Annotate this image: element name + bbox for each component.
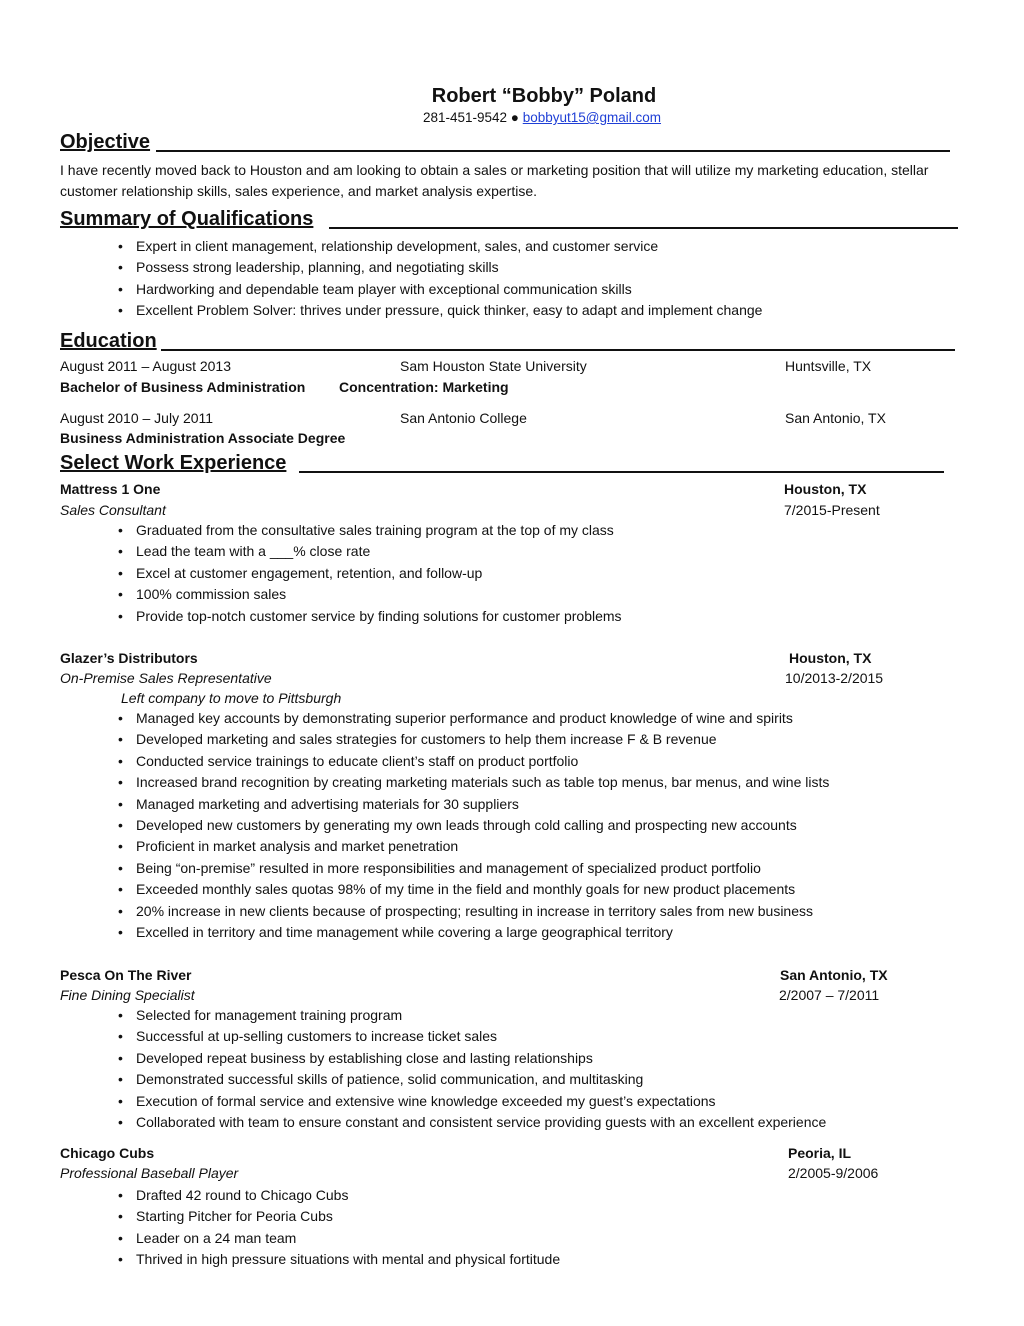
objective-text: I have recently moved back to Houston and am looking to obtain a sales or marketing position that will utilize my marketing education, stellar customer relationship skills, sales experience, and market analysis expertise. <box>60 162 929 199</box>
education-location: San Antonio, TX <box>785 410 886 426</box>
job-company: Chicago Cubs <box>60 1145 155 1161</box>
section-rule <box>299 471 944 473</box>
education-location: Huntsville, TX <box>785 358 872 374</box>
resume-name: Robert “Bobby” Poland <box>431 85 657 107</box>
phone-number: 281-451-9542 ● <box>422 110 519 125</box>
email-link[interactable]: bobbyut15@gmail.com <box>522 110 662 125</box>
job-dates: 2/2005-9/2006 <box>788 1165 879 1181</box>
job-dates: 7/2015-Present <box>784 502 880 518</box>
job-location: San Antonio, TX <box>780 967 888 983</box>
list-item: • Thrived in high pressure situations with mental and physical fortitude <box>114 1249 560 1270</box>
job-role: Fine Dining Specialist <box>60 987 195 1003</box>
job-role: On-Premise Sales Representative <box>60 670 272 686</box>
list-item: • Provide top-notch customer service by finding solutions for customer problems <box>114 606 622 627</box>
list-item: • Drafted 42 round to Chicago Cubs <box>114 1185 560 1206</box>
education-degree: Business Administration Associate Degree <box>60 430 346 446</box>
list-item: • Managed key accounts by demonstrating superior performance and product knowledge of wine and spirits <box>114 708 829 729</box>
list-item: • Hardworking and dependable team player with exceptional communication skills <box>114 279 762 300</box>
list-item: • Excellent Problem Solver: thrives under pressure, quick thinker, easy to adapt and implement change <box>114 300 762 321</box>
list-item: • Successful at up-selling customers to increase ticket sales <box>114 1026 826 1047</box>
list-item: • Developed new customers by generating my own leads through cold calling and prospecting new accounts <box>114 815 829 836</box>
list-item: • 100% commission sales <box>114 584 622 605</box>
education-dates: August 2011 – August 2013 <box>60 358 231 374</box>
list-item: • Starting Pitcher for Peoria Cubs <box>114 1206 560 1227</box>
education-concentration: Concentration: Marketing <box>339 379 509 395</box>
job-bullets <box>114 520 622 627</box>
job-location: Houston, TX <box>789 650 872 666</box>
job-dates: 2/2007 – 7/2011 <box>779 987 880 1003</box>
education-school: San Antonio College <box>400 410 527 426</box>
qualifications-list <box>114 236 762 322</box>
list-item: • Excel at customer engagement, retention, and follow-up <box>114 563 622 584</box>
list-item: • Developed repeat business by establishing close and lasting relationships <box>114 1048 826 1069</box>
job-location: Peoria, IL <box>788 1145 852 1161</box>
section-rule <box>156 150 950 152</box>
education-degree: Bachelor of Business Administration <box>60 379 306 395</box>
job-role: Sales Consultant <box>60 502 166 518</box>
list-item: • Lead the team with a ___% close rate <box>114 541 622 562</box>
list-item: • Being “on-premise” resulted in more responsibilities and management of specialized product portfolio <box>114 858 829 879</box>
job-dates: 10/2013-2/2015 <box>785 670 884 686</box>
list-item: • Demonstrated successful skills of patience, solid communication, and multitasking <box>114 1069 826 1090</box>
list-item: • Exceeded monthly sales quotas 98% of my time in the field and monthly goals for new product placements <box>114 879 829 900</box>
section-rule <box>329 227 958 229</box>
job-company: Glazer’s Distributors <box>60 650 198 666</box>
job-company: Pesca On The River <box>60 967 192 983</box>
job-bullets <box>114 708 829 943</box>
list-item: • Possess strong leadership, planning, and negotiating skills <box>114 257 762 278</box>
list-item: • Conducted service trainings to educate client’s staff on product portfolio <box>114 751 829 772</box>
section-title-objective: Objective <box>60 131 151 153</box>
list-item: • Managed marketing and advertising materials for 30 suppliers <box>114 794 829 815</box>
list-item: • Proficient in market analysis and market penetration <box>114 836 829 857</box>
education-dates: August 2010 – July 2011 <box>60 410 214 426</box>
job-location: Houston, TX <box>784 481 867 497</box>
job-role: Professional Baseball Player <box>60 1165 239 1181</box>
education-school: Sam Houston State University <box>400 358 587 374</box>
list-item: • Increased brand recognition by creating marketing materials such as table top menus, bar menus, and wine lists <box>114 772 829 793</box>
list-item: • Selected for management training program <box>114 1005 826 1026</box>
section-title-education: Education <box>60 330 157 352</box>
list-item: • Leader on a 24 man team <box>114 1228 560 1249</box>
list-item: • Graduated from the consultative sales training program at the top of my class <box>114 520 622 541</box>
contact-line <box>0 109 1024 127</box>
section-rule <box>161 349 955 351</box>
list-item: • Expert in client management, relationship development, sales, and customer service <box>114 236 762 257</box>
section-title-experience: Select Work Experience <box>60 452 287 474</box>
list-item: • Developed marketing and sales strategies for customers to help them increase F & B revenue <box>114 729 829 750</box>
job-note: Left company to move to Pittsburgh <box>121 690 342 706</box>
list-item: • Execution of formal service and extensive wine knowledge exceeded my guest’s expectations <box>114 1091 826 1112</box>
list-item: • Excelled in territory and time management while covering a large geographical territory <box>114 922 829 943</box>
job-bullets <box>114 1005 826 1133</box>
list-item: • Collaborated with team to ensure constant and consistent service providing guests with an excellent experience <box>114 1112 826 1133</box>
list-item: • 20% increase in new clients because of prospecting; resulting in increase in territory sales from new business <box>114 901 829 922</box>
section-title-qualifications: Summary of Qualifications <box>60 208 314 230</box>
job-bullets <box>114 1185 560 1271</box>
job-company: Mattress 1 One <box>60 481 161 497</box>
